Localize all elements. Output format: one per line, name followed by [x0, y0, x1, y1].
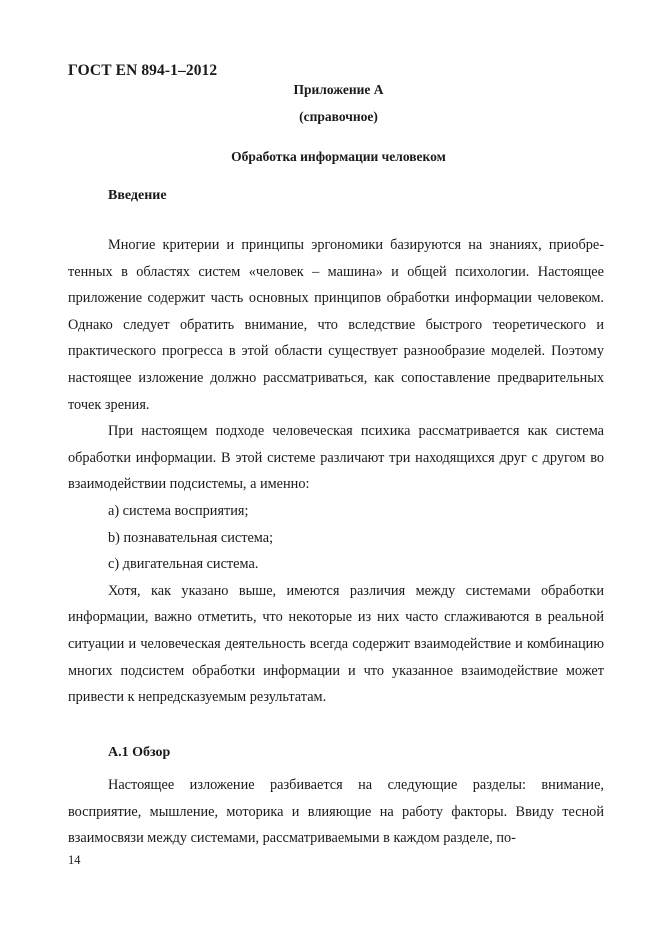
introduction-paragraph-1: Многие критерии и принципы эргономики базируются на знаниях, приобретенных в областях систем «человек – машина» и общей психологии. Настоящее приложение содержит часть основных принципов обработки информации человеком. Однако следует обратить внимание, что вследствие быстрого теоретического и практического прогресса в этой области существует разнообразие моделей. Поэтому настоящее изложение должно рассматриваться, как сопоставление предварительных точек зрения.	[68, 237, 604, 413]
appendix-title: Приложение А	[293, 82, 384, 97]
overview-heading: А.1 Обзор	[108, 745, 171, 760]
overview-body	[68, 772, 604, 852]
introduction-paragraph-3: Хотя, как указано выше, имеются различия между системами обработки информации, важно отметить, что некоторые из них часто сглаживаются в реальной ситуации и человеческая деятельность всегда содержит взаимодействие и комбинацию многих подсистем обработки информации и что указанное взаимодействие может привести к непредсказуемым результатам.	[68, 582, 604, 706]
appendix-note: (справочное)	[299, 109, 378, 124]
list-item-cognitive: b) познавательная система;	[108, 529, 274, 546]
page-number: 14	[68, 853, 81, 867]
introduction-heading: Введение	[108, 188, 167, 203]
introduction-body	[68, 232, 604, 711]
appendix-subject: Обработка информации человеком	[231, 149, 446, 164]
introduction-paragraph-2: При настоящем подходе человеческая психика рассматривается как система обработки информации. В этой системе различают три находящихся друг с другом во взаимодействии подсистемы, а именно:	[68, 423, 604, 493]
list-item-perception: a) система восприятия;	[108, 502, 249, 519]
standard-code-header: ГОСТ EN 894-1–2012	[68, 62, 218, 79]
list-item-motor: c) двигательная система.	[108, 556, 259, 573]
overview-paragraph-1: Настоящее изложение разбивается на следующие разделы: внимание, восприятие, мышление, моторика и влияющие на работу факторы. Ввиду тесной взаимосвязи между системами, рассматриваемыми в каждом разделе, по-	[68, 777, 604, 847]
